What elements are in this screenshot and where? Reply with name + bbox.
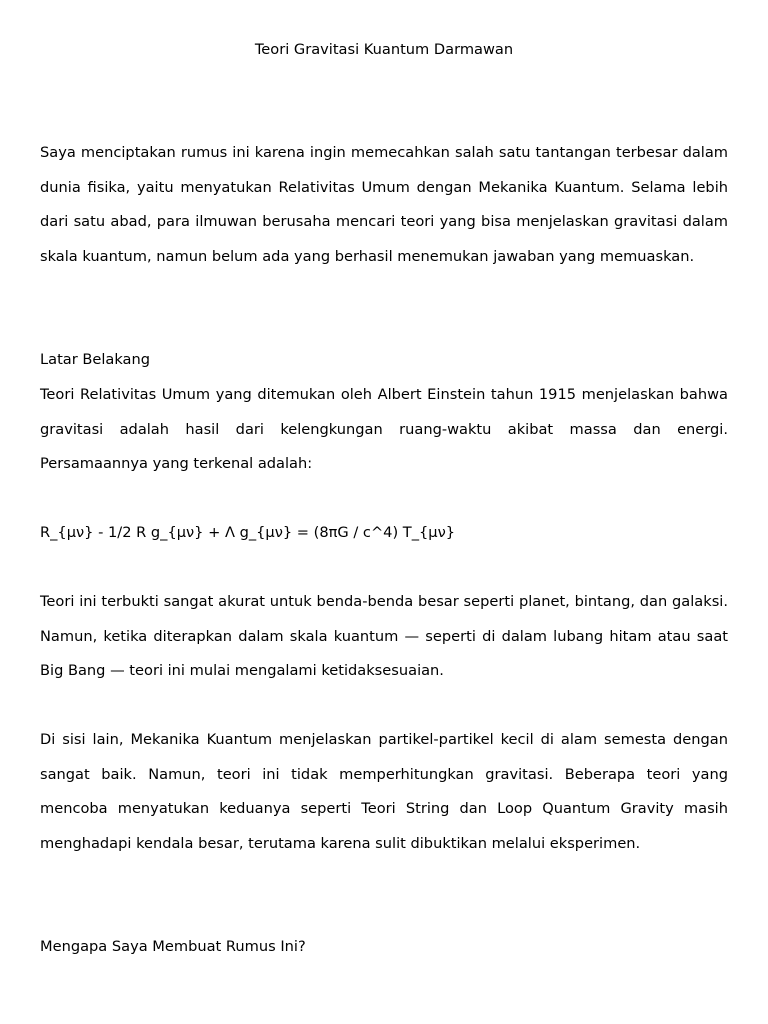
quantum-mechanics-paragraph: Di sisi lain, Mekanika Kuantum menjelaskan partikel-partikel kecil di alam semesta dengan sangat baik. Namun, teori ini tidak memperhitungkan gravitasi. Beberapa teori yang mencoba menyatukan keduanya seperti Teori String dan Loop Quantum Gravity masih menghadapi kendala besar, terutama karena sulit dibuktikan melalui eksperimen. [40, 731, 728, 852]
section-heading-why: Mengapa Saya Membuat Rumus Ini? [40, 938, 306, 955]
relativity-limits-paragraph: Teori ini terbukti sangat akurat untuk benda-benda besar seperti planet, bintang, dan galaksi. Namun, ketika diterapkan dalam skala kuantum — seperti di dalam lubang hitam atau saat Big Bang — teori ini mulai mengalami ketidaksesuaian. [40, 593, 728, 679]
einstein-field-equation: R_{μν} - 1/2 R g_{μν} + Λ g_{μν} = (8πG / c^4) T_{μν} [40, 524, 456, 541]
intro-paragraph: Saya menciptakan rumus ini karena ingin memecahkan salah satu tantangan terbesar dalam dunia fisika, yaitu menyatukan Relativitas Umum dengan Mekanika Kuantum. Selama lebih dari satu abad, para ilmuwan berusaha mencari teori yang bisa menjelaskan gravitasi dalam skala kuantum, namun belum ada yang berhasil menemukan jawaban yang memuaskan. [40, 144, 728, 265]
background-paragraph: Teori Relativitas Umum yang ditemukan oleh Albert Einstein tahun 1915 menjelaskan bahwa gravitasi adalah hasil dari kelengkungan ruang-waktu akibat massa dan energi. Persamaannya yang terkenal adalah: [40, 386, 728, 472]
section-heading-latar-belakang: Latar Belakang [40, 351, 151, 368]
document-title: Teori Gravitasi Kuantum Darmawan [254, 41, 514, 58]
